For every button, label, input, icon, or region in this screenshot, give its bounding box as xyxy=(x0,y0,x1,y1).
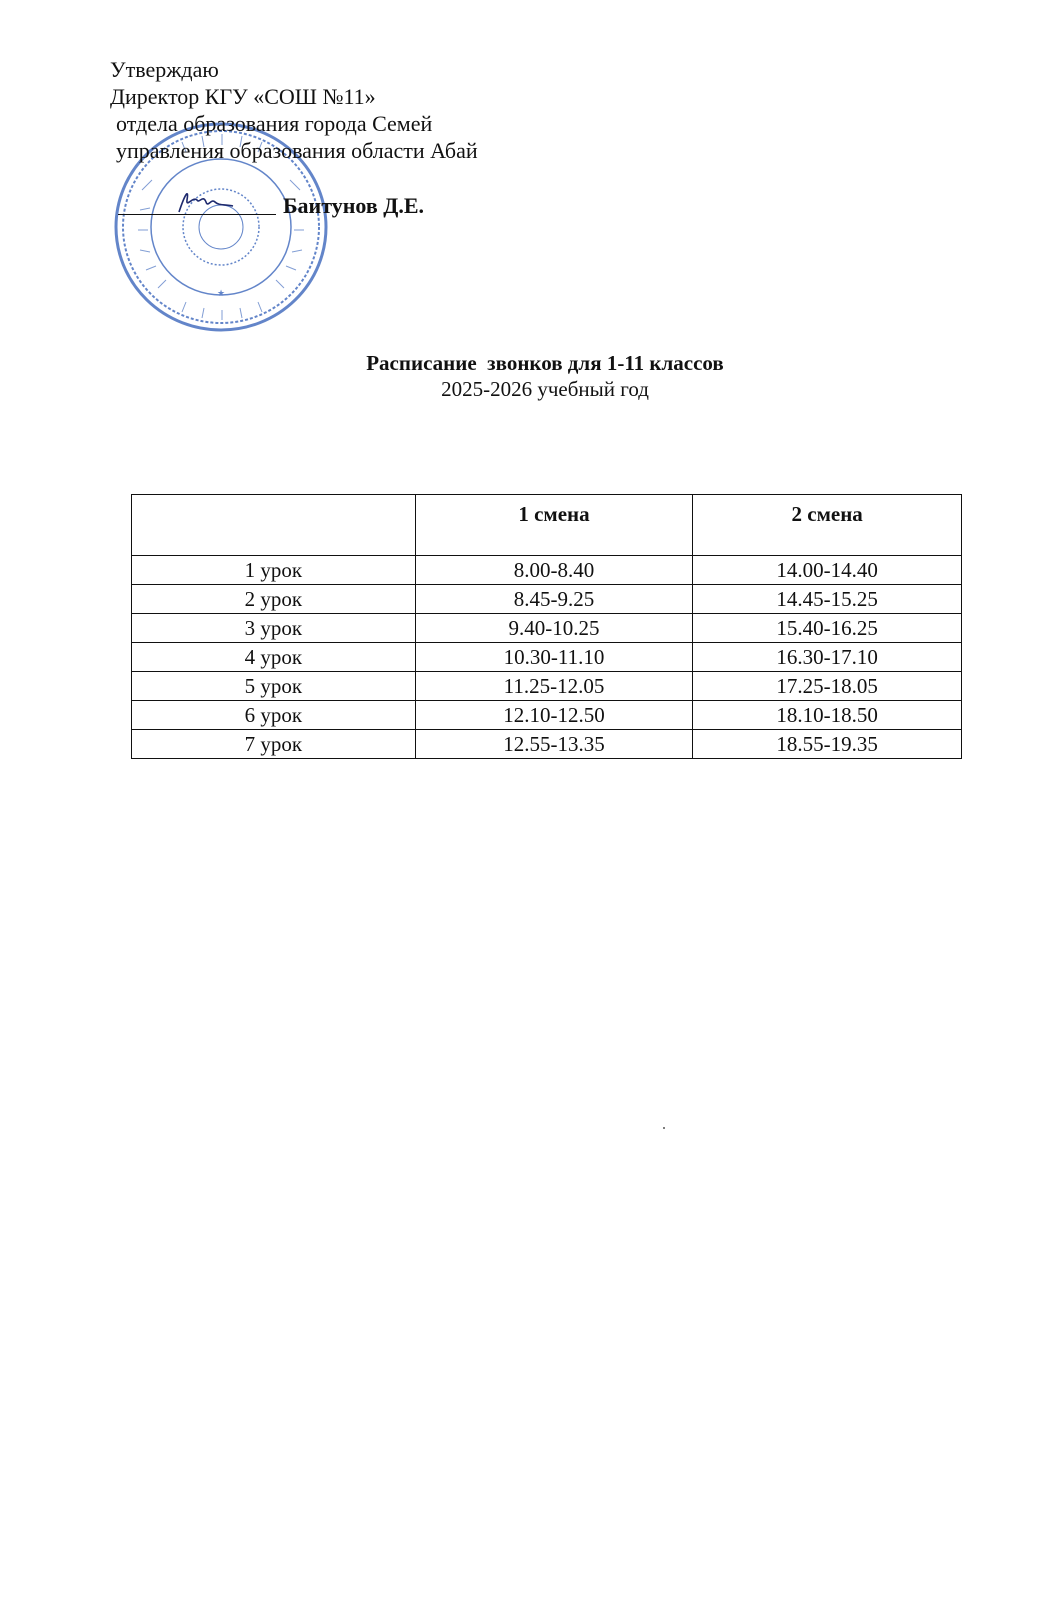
table-row xyxy=(132,643,962,672)
table-row xyxy=(132,556,962,585)
shift2-cell: 15.40-16.25 xyxy=(693,614,962,643)
lesson-cell: 6 урок xyxy=(132,701,416,730)
document-title: Расписание звонков для 1-11 классов xyxy=(366,351,724,375)
shift1-cell: 9.40-10.25 xyxy=(415,614,693,643)
shift2-cell: 18.10-18.50 xyxy=(693,701,962,730)
lesson-cell: 1 урок xyxy=(132,556,416,585)
director-position: Директор КГУ «СОШ №11» xyxy=(110,84,376,109)
shift2-cell: 16.30-17.10 xyxy=(693,643,962,672)
approval-block xyxy=(110,56,478,164)
shift2-cell: 17.25-18.05 xyxy=(693,672,962,701)
shift2-cell: 18.55-19.35 xyxy=(693,730,962,759)
table-row xyxy=(132,585,962,614)
lesson-cell: 7 урок xyxy=(132,730,416,759)
svg-text:★: ★ xyxy=(216,289,226,299)
table-row xyxy=(132,730,962,759)
lesson-cell: 5 урок xyxy=(132,672,416,701)
table-row xyxy=(132,701,962,730)
shift2-cell: 14.00-14.40 xyxy=(693,556,962,585)
lesson-cell: 2 урок xyxy=(132,585,416,614)
lesson-cell: 3 урок xyxy=(132,614,416,643)
shift1-cell: 8.45-9.25 xyxy=(415,585,693,614)
header-shift-1: 1 смена xyxy=(415,495,693,556)
table-row xyxy=(132,672,962,701)
signature-icon xyxy=(175,186,235,216)
shift1-cell: 11.25-12.05 xyxy=(415,672,693,701)
table-row xyxy=(132,614,962,643)
table-header-row xyxy=(132,495,962,556)
bell-schedule-table xyxy=(131,494,962,759)
shift1-cell: 12.10-12.50 xyxy=(415,701,693,730)
shift2-cell: 14.45-15.25 xyxy=(693,585,962,614)
department-line: отдела образования города Семей xyxy=(116,111,433,136)
shift1-cell: 12.55-13.35 xyxy=(415,730,693,759)
approval-heading: Утверждаю xyxy=(110,57,219,82)
header-lesson xyxy=(132,495,416,556)
director-name: Баитунов Д.Е. xyxy=(283,193,425,218)
scan-speck xyxy=(663,1127,665,1129)
administration-line: управления образования области Абай xyxy=(116,138,478,163)
academic-year: 2025-2026 учебный год xyxy=(441,377,649,401)
title-block xyxy=(0,350,1046,402)
header-shift-2: 2 смена xyxy=(693,495,962,556)
shift1-cell: 8.00-8.40 xyxy=(415,556,693,585)
shift1-cell: 10.30-11.10 xyxy=(415,643,693,672)
lesson-cell: 4 урок xyxy=(132,643,416,672)
